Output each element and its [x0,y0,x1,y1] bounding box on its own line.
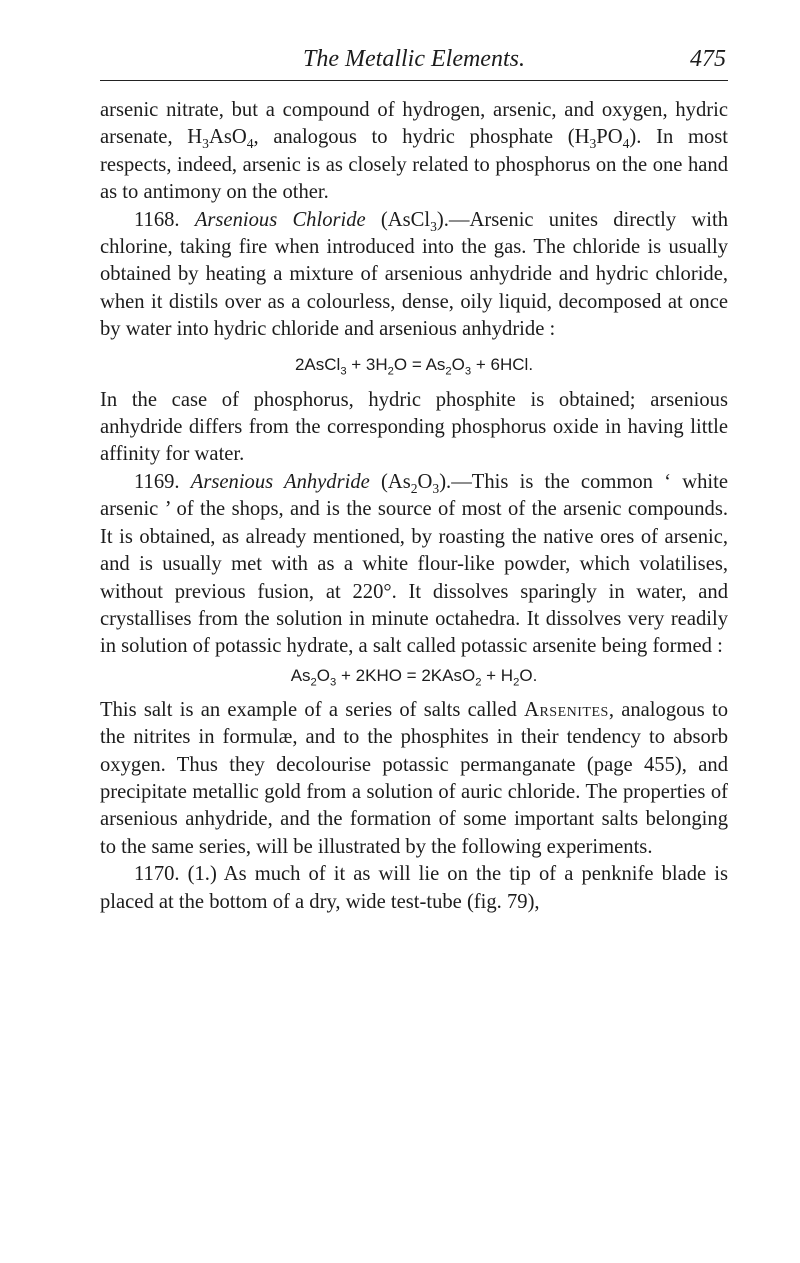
equation-potassic-arsenite: $As_2O_3 + 2KHO$ = 2KAsO$_2$ + $H_2O$. [290,665,538,689]
page-number: 475 [690,46,726,72]
running-title: The Metallic Elements. [303,46,525,72]
paragraph-arsenious-chloride: 1168. Arsenious Chloride (AsCl$_3$).—Arsenic unites directly with chlorine, taking fire when introduced into the gas. The chloride is usually obtained by heating a mixture of arsenious anhydride and hydric chloride, when it distils over as a colourless, dense, oily liquid, decomposed at once by water into hydric chloride and arsenious anhydride : [100,208,728,341]
body-text [100,97,728,916]
equation-arsenious-chloride-hydrolysis: 2AsCl$_3$ + $3H_2O = As_2O_3 + 6HCl$. [294,354,534,378]
paragraph-hydric-arsenate: arsenic nitrate, but a compound of hydrogen, arsenic, and oxygen, hydric arsenate, $H_3AsO_4$, analogous to hydric phosphate $(H_3PO_4)$. In most respects, indeed, arsenic is as closely related to phosphorus on the one hand as to antimony on the other. [100,99,728,204]
section-heading-arsenious-anhydride: Arsenious Anhydride [190,470,370,493]
running-header [100,40,728,81]
book-page [100,40,728,916]
paragraph-arsenious-anhydride: 1169. Arsenious Anhydride $(As_2O_3).—This$ is the common ‘ white arsenic ’ of the shops, and is the source of most of the arsenic compounds. It is obtained, as already mentioned, by roasting the native ores of arsenic, and is usually met with as a white flour-like powder, which volatilises, without previous fusion, at 220°. It dissolves sparingly in water, and crystallises from the solution in minute octahedra. It dissolves very readily in solution of potassic hydrate, a salt called potassic arsenite being formed : [100,470,728,658]
paragraph-arsenites: This salt is an example of a series of salts called Arsenites, analogous to the nitrites in formulæ, and to the phosphites in their tendency to absorb oxygen. Thus they decolourise potassic permanganate (page 455), and precipitate metallic gold from a solution of auric chloride. The properties of arsenious anhydride, and the formation of some important salts belonging to the same series, will be illustrated by the following experiments. [100,698,728,858]
paragraph-phosphorus-comparison: In the case of phosphorus, hydric phosphite is obtained; arsenious anhydride differs from the corresponding phosphorus oxide in having little affinity for water. [100,388,728,466]
section-heading-arsenious-chloride: Arsenious Chloride [194,208,366,231]
paragraph-experiment-1170: 1170. (1.) As much of it as will lie on the tip of a penknife blade is placed at the bottom of a dry, wide test-tube (fig. 79), [100,863,728,913]
term-arsenites: Arsenites [524,698,609,721]
